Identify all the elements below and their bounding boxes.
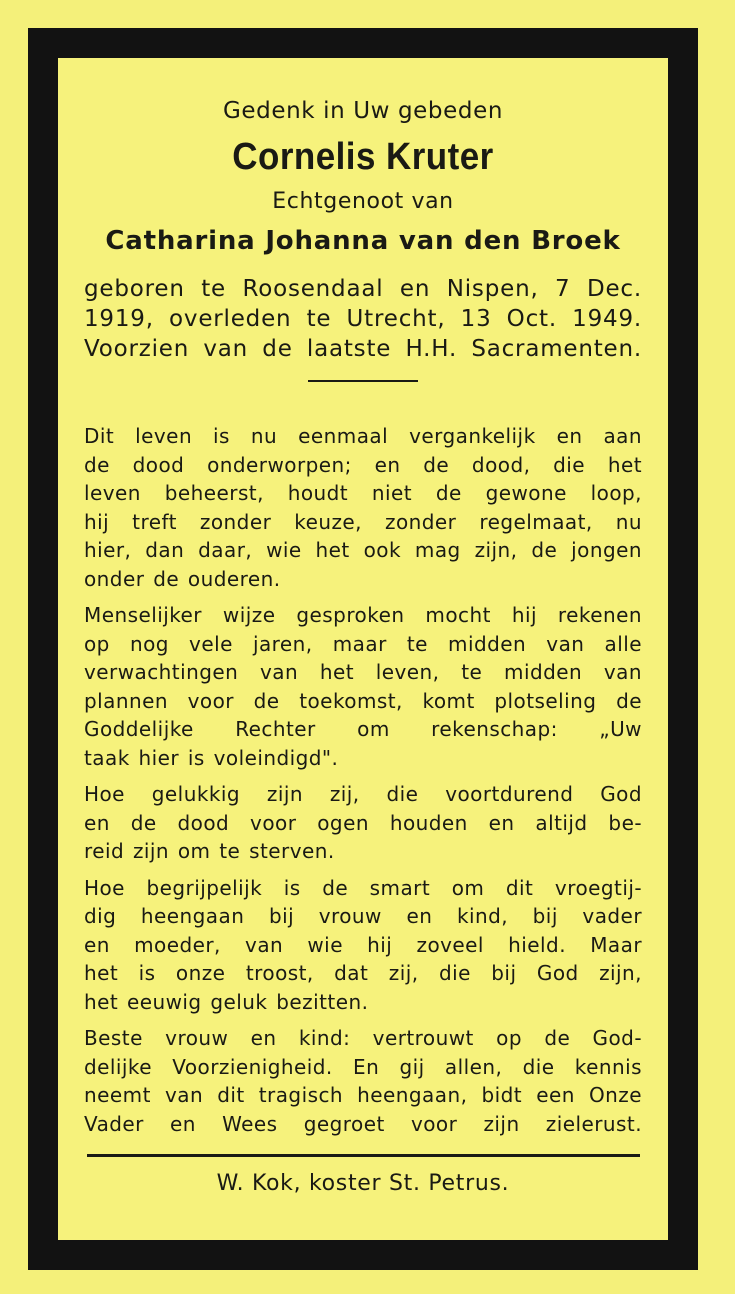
text-line: het is onze troost, dat zij, die bij God zijn, (84, 961, 642, 985)
text-line: de dood onderworpen; en de dood, die het (84, 452, 642, 477)
text-line: het eeuwig geluk bezitten. (84, 989, 369, 1014)
text-line: hier, dan daar, wie het ook mag zijn, de jongen (84, 538, 642, 562)
memorial-text (84, 422, 642, 1138)
text-line: en moeder, van wie hij zoveel hield. Maar (84, 932, 642, 957)
text-line: Hoe gelukkig zijn zij, die voortdurend God (84, 782, 642, 806)
divider-long (87, 1154, 640, 1157)
text-line: plannen voor de toekomst, komt plotseling de (84, 688, 642, 713)
spouse-label: Echtgenoot van (272, 189, 454, 214)
life-dates (84, 274, 642, 364)
text-line: verwachtingen van het leven, te midden van (84, 660, 642, 684)
header-text: Gedenk in Uw gebeden (223, 98, 503, 124)
paragraph (84, 601, 642, 772)
mourning-border (28, 28, 698, 1270)
paragraph (84, 422, 642, 593)
text-line: op nog vele jaren, maar te midden van alle (84, 631, 642, 656)
spouse-name: Catharina Johanna van den Broek (105, 226, 621, 256)
text-line: Goddelijke Rechter om rekenschap: „Uw (84, 717, 642, 741)
text-line: hij treft zonder keuze, zonder regelmaat, nu (84, 509, 642, 534)
text-line: reid zijn om te sterven. (84, 839, 335, 863)
paragraph (84, 874, 642, 1017)
text-line: dig heengaan bij vrouw en kind, bij vader (84, 904, 642, 928)
card-content (58, 58, 668, 1240)
deceased-name: Cornelis Kruter (232, 136, 494, 178)
text-line: taak hier is voleindigd". (84, 745, 339, 770)
text-line: delijke Voorzienigheid. En gij allen, die kennis (84, 1054, 642, 1079)
divider-short (308, 380, 418, 382)
text-line: Menselijker wijze gesproken mocht hij rekenen (84, 603, 642, 627)
paragraph (84, 780, 642, 866)
text-line: Hoe begrijpelijk is de smart om dit vroegtij- (84, 875, 642, 900)
dates-line: 1919, overleden te Utrecht, 13 Oct. 1949. (84, 306, 642, 332)
dates-line: geboren te Roosendaal en Nispen, 7 Dec. (84, 276, 642, 302)
text-line: leven beheerst, houdt niet de gewone loop, (84, 481, 642, 505)
text-line: Dit leven is nu eenmaal vergankelijk en aan (84, 424, 642, 448)
text-line: Beste vrouw en kind: vertrouwt op de God- (84, 1026, 642, 1050)
paragraph (84, 1024, 642, 1138)
footer-text: W. Kok, koster St. Petrus. (216, 1171, 510, 1196)
text-line: neemt van dit tragisch heengaan, bidt een Onze (84, 1083, 642, 1107)
text-line: Vader en Wees gegroet voor zijn zielerust. (84, 1111, 642, 1136)
text-line: en de dood voor ogen houden en altijd be- (84, 810, 642, 835)
text-line: onder de ouderen. (84, 566, 281, 591)
dates-line: Voorzien van de laatste H.H. Sacramenten. (84, 336, 642, 362)
